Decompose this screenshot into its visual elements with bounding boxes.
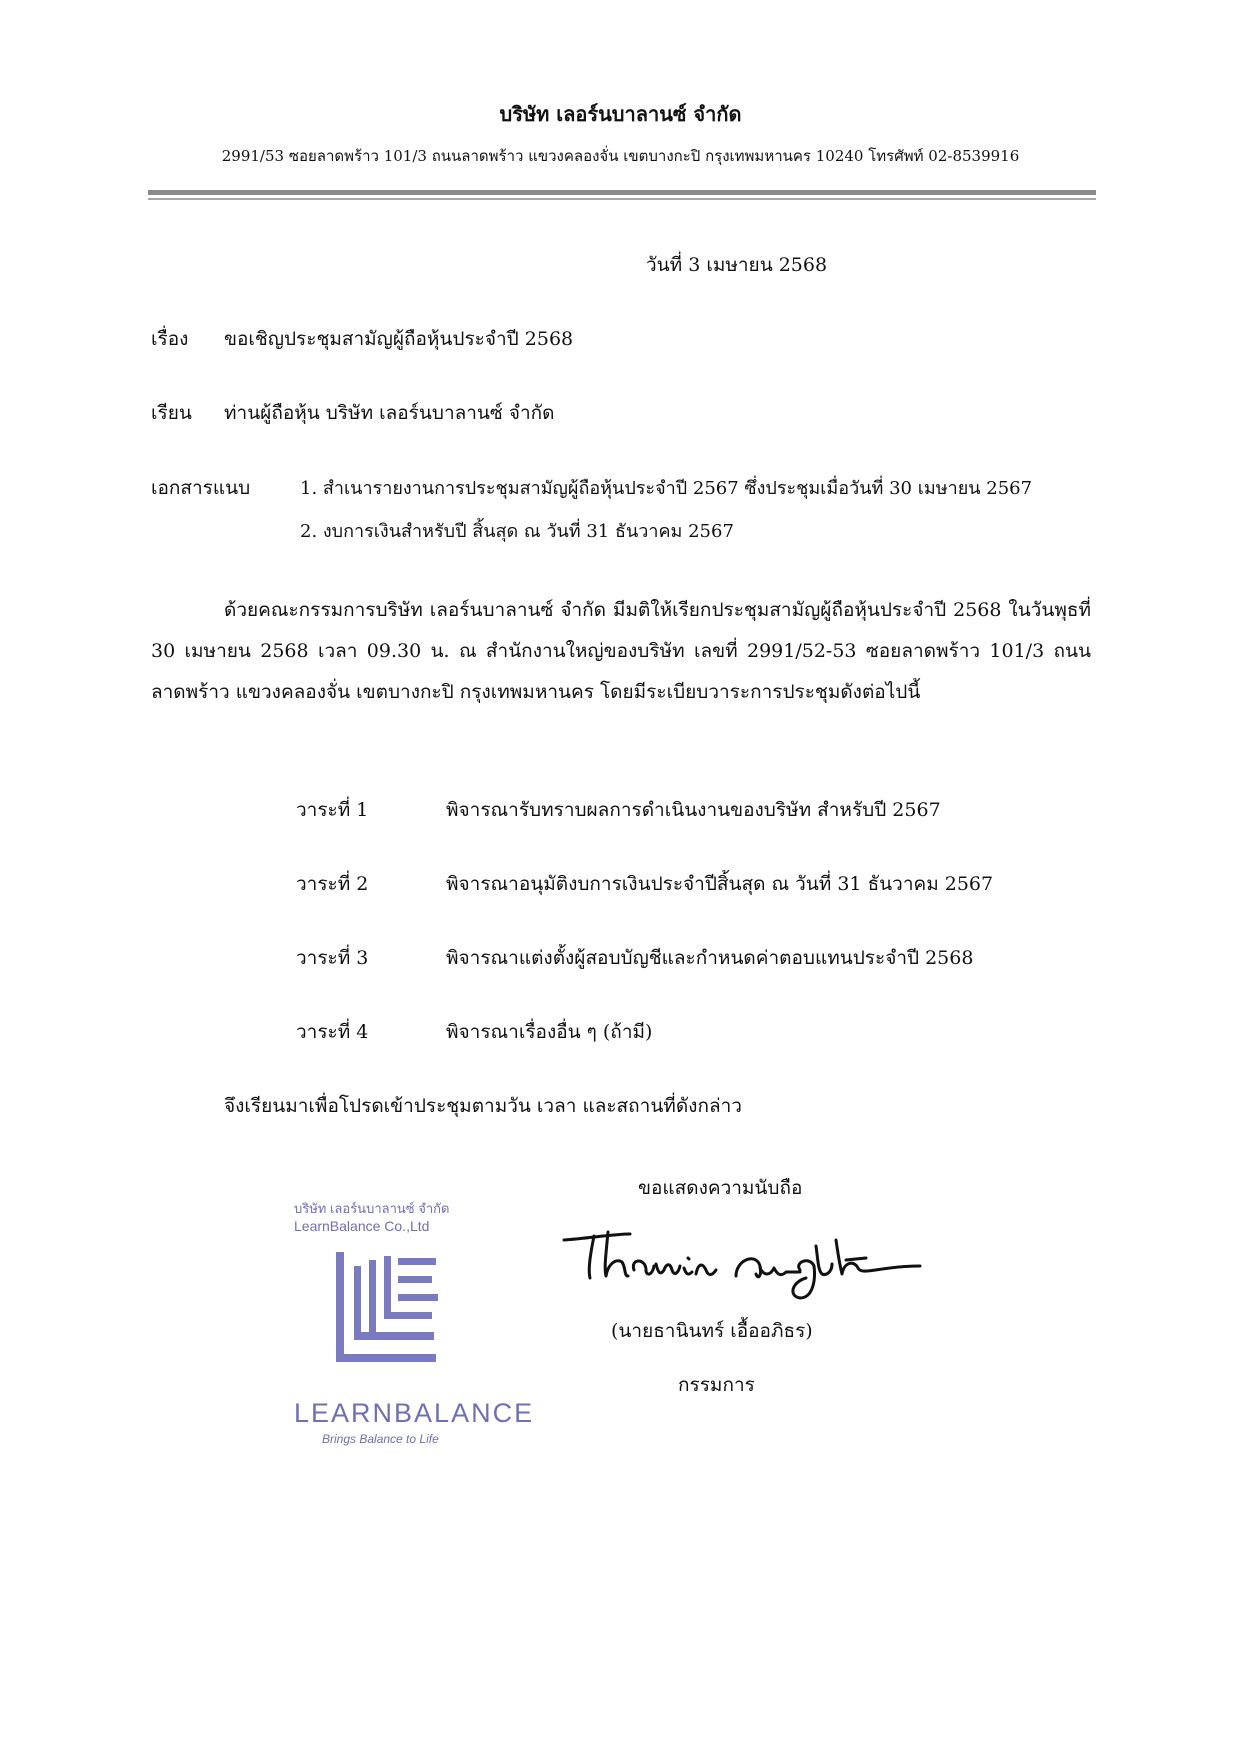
company-name: บริษัท เลอร์นบาลานซ์ จำกัด bbox=[499, 102, 742, 126]
recipient-label: เรียน bbox=[151, 402, 192, 424]
attachments-label: เอกสารแนบ bbox=[151, 477, 251, 499]
attachment-item: 2. งบการเงินสำหรับปี สิ้นสุด ณ วันที่ 31 ธันวาคม 2567 bbox=[300, 521, 734, 542]
regards-text: ขอแสดงความนับถือ bbox=[638, 1177, 803, 1199]
body-paragraph bbox=[151, 590, 1091, 713]
agenda-text: พิจารณาเรื่องอื่น ๆ (ถ้ามี) bbox=[446, 1021, 653, 1043]
company-address: 2991/53 ซอยลาดพร้าว 101/3 ถนนลาดพร้าว แขวงคลองจั่น เขตบางกะปิ กรุงเทพมหานคร 10240 โทรศัพท์ 02-8539916 bbox=[221, 147, 1020, 165]
subject-label: เรื่อง bbox=[151, 328, 189, 350]
agenda-label: วาระที่ 3 bbox=[296, 947, 369, 969]
attachment-item: 1. สำเนารายงานการประชุมสามัญผู้ถือหุ้นประจำปี 2567 ซึ่งประชุมเมื่อวันที่ 30 เมษายน 2567 bbox=[300, 478, 1033, 499]
stamp-company-en: LearnBalance Co.,Ltd bbox=[294, 1218, 430, 1234]
closing-text: จึงเรียนมาเพื่อโปรดเข้าประชุมตามวัน เวลา และสถานที่ดังกล่าว bbox=[224, 1095, 742, 1117]
stamp-wordmark: LEARNBALANCE bbox=[294, 1398, 535, 1428]
recipient-text: ท่านผู้ถือหุ้น บริษัท เลอร์นบาลานซ์ จำกัด bbox=[224, 402, 555, 424]
signatory-name: (นายธานินทร์ เอื้ออภิธร) bbox=[611, 1320, 813, 1342]
handwritten-signature bbox=[560, 1226, 940, 1306]
header-divider-thin bbox=[148, 198, 1096, 200]
agenda-label: วาระที่ 4 bbox=[296, 1021, 369, 1043]
company-stamp bbox=[286, 1198, 535, 1448]
agenda-label: วาระที่ 1 bbox=[296, 799, 369, 821]
agenda-text: พิจารณาแต่งตั้งผู้สอบบัญชีและกำหนดค่าตอบแทนประจำปี 2568 bbox=[446, 947, 974, 969]
header-divider-thick bbox=[148, 190, 1096, 195]
body-text: ด้วยคณะกรรมการบริษัท เลอร์นบาลานซ์ จำกัด มีมติให้เรียกประชุมสามัญผู้ถือหุ้นประจำปี 2568 ในวันพุธที่ 30 เมษายน 2568 เวลา 09.30 น. ณ สำนักงานใหญ่ของบริษัท เลขที่ 2991/52-53 ซอยลาดพร้าว 101/3 ถนนลาดพร้าว แขวงคลองจั่น เขตบางกะปิ กรุงเทพมหานคร โดยมีระเบียบวาระการประชุมดังต่อไปนี้ bbox=[151, 599, 1091, 703]
signatory-title: กรรมการ bbox=[678, 1374, 755, 1396]
stamp-company-th: บริษัท เลอร์นบาลานซ์ จำกัด bbox=[294, 1201, 450, 1216]
agenda-label: วาระที่ 2 bbox=[296, 873, 369, 895]
agenda-text: พิจารณาอนุมัติงบการเงินประจำปีสิ้นสุด ณ วันที่ 31 ธันวาคม 2567 bbox=[446, 873, 994, 895]
letter-date: วันที่ 3 เมษายน 2568 bbox=[646, 254, 828, 276]
agenda-text: พิจารณารับทราบผลการดำเนินงานของบริษัท สำหรับปี 2567 bbox=[446, 799, 941, 821]
stamp-tagline: Brings Balance to Life bbox=[322, 1432, 439, 1446]
learnbalance-logo-icon bbox=[328, 1246, 448, 1376]
subject-text: ขอเชิญประชุมสามัญผู้ถือหุ้นประจำปี 2568 bbox=[224, 328, 574, 350]
